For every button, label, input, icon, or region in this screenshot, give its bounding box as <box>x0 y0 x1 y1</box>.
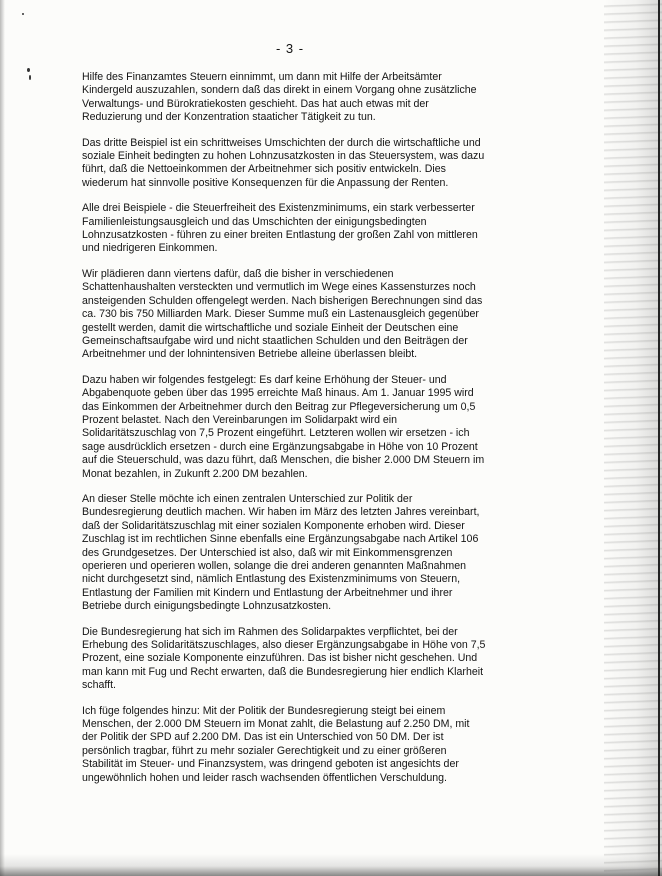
scan-edge-right <box>604 0 662 876</box>
text-line: der Politik der SPD auf 2.200 DM. Das ist ein Unterschied von 50 DM. Der ist <box>82 731 444 744</box>
text-line: Lohnzusatzkosten - führen zu einer breiten Entlastung der großen Zahl von mittleren <box>82 229 478 242</box>
text-line: Stabilität im Steuer- und Finanzsystem, was dringend geboten ist angesichts der <box>82 758 459 771</box>
text-line: schafft. <box>82 679 116 692</box>
text-line: Solidaritätszuschlag von 7,5 Prozent eingeführt. Letzteren wollen wir ersetzen - ich <box>82 427 470 440</box>
text-line: Menschen, der 2.000 DM Steuern im Monat zahlt, die Belastung auf 2.250 DM, mit <box>82 718 470 731</box>
text-line: Kindergeld auszuzahlen, sondern daß das direkt in einem Vorgang ohne zusätzliche <box>82 84 477 97</box>
text-line: ungewöhnlich hohen und leider rasch wachsenden öffentlichen Verschuldung. <box>82 771 447 784</box>
text-line: ansteigenden Schulden offengelegt werden. Nach bisherigen Berechnungen sind das <box>82 294 483 307</box>
text-line: operieren und operieren wollen, solange die drei anderen genannten Maßnahmen <box>82 560 466 572</box>
text-line: Dazu haben wir folgendes festgelegt: Es darf keine Erhöhung der Steuer- und <box>82 373 447 386</box>
paragraph <box>82 137 520 191</box>
text-line: Verwaltungs- und Bürokratiekosten geschieht. Das hat auch etwas mit der <box>82 97 429 110</box>
scan-speck <box>22 13 24 15</box>
text-line: Abgabenquote geben über das 1995 erreichte Maß hinaus. Am 1. Januar 1995 wird <box>82 387 474 400</box>
text-line: Alle drei Beispiele - die Steuerfreiheit des Existenzminimums, ein stark verbesserter <box>82 202 475 215</box>
text-line: soziale Einheit bedingten zu hohen Lohnzusatzkosten in das Steuersystem, was dazu <box>82 150 485 163</box>
text-line: Entlastung der Familien mit Kindern und Entlastung der Arbeitnehmer und ihrer <box>82 586 453 599</box>
paragraph <box>82 202 520 256</box>
text-line: Arbeitnehmer und der lohnintensiven Betriebe alleine überlassen bleibt. <box>82 348 418 361</box>
text-line: ca. 730 bis 750 Milliarden Mark. Dieser Summe muß ein Lastenausgleich gegenüber <box>82 308 479 321</box>
text-line: man kann mit Fug und Recht erwarten, daß die Bundesregierung hier endlich Klarheit <box>82 665 484 678</box>
text-line: Erhebung des Solidaritätszuschlages, also dieser Ergänzungsabgabe in Höhe von 7,5 <box>82 639 486 652</box>
text-line: des Grundgesetzes. Der Unterschied ist also, daß wir mit Einkommensgrenzen <box>82 546 453 559</box>
text-line: Prozent, eine soziale Komponente einzuführen. Das ist bisher nicht geschehen. Und <box>82 652 478 665</box>
text-line: gestellt werden, damit die wirtschaftliche und soziale Einheit der Deutschen eine <box>82 321 459 334</box>
text-line: Schattenhaushalten versteckten und vermutlich im Wege eines Kassensturzes noch <box>82 281 476 294</box>
text-line: und niedrigeren Einkommen. <box>82 242 218 255</box>
text-line: Familienleistungsausgleich und das Umschichten der einigungsbedingten <box>82 215 427 228</box>
scan-speck <box>27 68 30 72</box>
scan-edge-bottom <box>0 854 662 876</box>
text-line: Prozent belastet. Nach den Vereinbarungen im Solidarpakt wird ein <box>82 413 398 426</box>
text-line: nicht durchgesetzt sind, nämlich Entlastung des Existenzminimums von Steuern, <box>82 573 461 586</box>
scan-edge-right-line <box>658 0 660 876</box>
text-line: das Einkommen der Arbeitnehmer durch den Beitrag zur Pflegeversicherung um 0,5 <box>82 400 476 413</box>
text-line: Hilfe des Finanzamtes Steuern einnimmt, um dann mit Hilfe der Arbeitsämter <box>82 71 442 83</box>
text-line: persönlich tragbar, führt zu mehr sozialer Gerechtigkeit und zu einer größeren <box>82 744 447 757</box>
scan-edge-left <box>0 0 5 876</box>
text-line: führt, daß die Nettoeinkommen der Arbeitnehmer sich positiv entwickeln. Dies <box>82 163 446 176</box>
text-line: Die Bundesregierung hat sich im Rahmen des Solidarpaktes verpflichtet, bei der <box>82 625 458 638</box>
text-line: Reduzierung und der Konzentration staaticher Tätigkeit zu tun. <box>82 111 376 124</box>
text-line: Das dritte Beispiel ist ein schrittweises Umschichten der durch die wirtschaftliche und <box>82 136 481 149</box>
paragraph <box>82 71 520 125</box>
paragraph <box>82 705 520 785</box>
paragraph <box>82 268 520 362</box>
text-line: Gemeinschaftsaufgabe wird und nicht staatlichen Schulden und den Beiträgen der <box>82 334 468 347</box>
document-body <box>82 71 520 797</box>
text-line: Monat bezahlen, in Zukunft 2.200 DM bezahlen. <box>82 467 308 480</box>
paragraph <box>82 626 520 693</box>
text-line: wiederum hat sinnvolle positive Konsequenzen für die Anpassung der Renten. <box>82 176 449 189</box>
text-line: auf die Steuerschuld, was dazu führt, daß Menschen, die bisher 2.000 DM Steuern im <box>82 454 485 467</box>
text-line: Wir plädieren dann viertens dafür, daß die bisher in verschiedenen <box>82 267 394 280</box>
text-line: Ich füge folgendes hinzu: Mit der Politik der Bundesregierung steigt bei einem <box>82 704 446 717</box>
text-line: Bundesregierung deutlich machen. Wir haben im März des letzten Jahres vereinbart, <box>82 506 480 519</box>
text-line: An dieser Stelle möchte ich einen zentralen Unterschied zur Politik der <box>82 492 413 505</box>
scan-speck <box>29 75 31 80</box>
paragraph <box>82 493 520 614</box>
text-line: sage ausdrücklich ersetzen - durch eine Ergänzungsabgabe in Höhe von 10 Prozent <box>82 440 478 453</box>
text-line: Zuschlag ist im rechtlichen Sinne ebenfalls eine Ergänzungsabgabe nach Artikel 106 <box>82 533 479 546</box>
text-line: daß der Solidaritätszuschlag mit einer sozialen Komponente erhoben wird. Dieser <box>82 519 465 532</box>
paragraph <box>82 374 520 481</box>
text-line: Betriebe durch einigungsbedingte Lohnzusatzkosten. <box>82 600 332 613</box>
page-number: - 3 - <box>275 41 305 56</box>
